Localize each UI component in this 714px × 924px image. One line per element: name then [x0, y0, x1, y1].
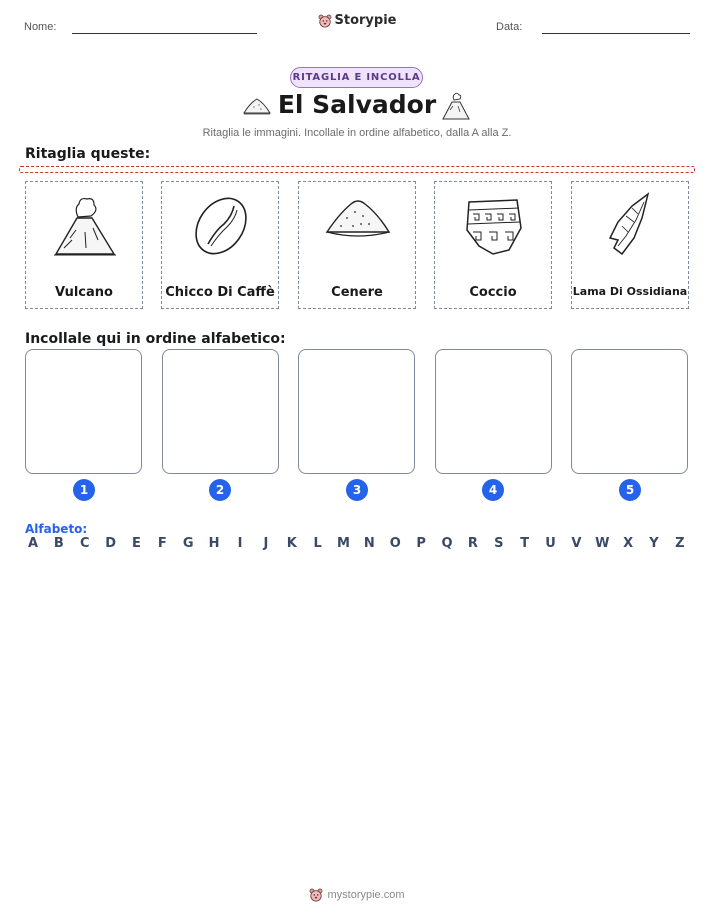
instructions: Ritaglia le immagini. Incollale in ordine alfabetico, dalla A alla Z.: [202, 127, 512, 139]
footer: [0, 888, 714, 905]
alphabet-letter: V: [571, 536, 582, 551]
alphabet-letter: H: [208, 536, 220, 551]
alphabet-letter: N: [363, 536, 375, 551]
alphabet-letter: E: [132, 536, 141, 551]
alphabet-letter: W: [595, 536, 610, 551]
alphabet-letter: G: [182, 536, 194, 551]
card-label: Cenere: [331, 285, 383, 300]
alphabet-letter: S: [494, 536, 504, 551]
obsidian-blade-icon: [596, 188, 666, 262]
page-title: El Salvador: [277, 90, 437, 119]
alphabet-letter: K: [286, 536, 297, 551]
alphabet-letter: C: [79, 536, 90, 551]
alphabet-letter: Z: [675, 536, 685, 551]
alphabet-letter: Q: [441, 536, 453, 551]
bear-logo-icon: [318, 14, 332, 28]
card-label: Lama Di Ossidiana: [572, 285, 688, 298]
card-label: Coccio: [469, 285, 517, 300]
alphabet-letter: M: [337, 536, 350, 551]
slot-number: 4: [482, 479, 504, 501]
alphabet-letter: D: [105, 536, 117, 551]
volcano-icon: [440, 90, 472, 122]
card-label: Chicco Di Caffè: [165, 285, 275, 300]
alphabet-letter: F: [157, 536, 167, 551]
paste-heading: Incollale qui in ordine alfabetico:: [25, 331, 286, 347]
slot-number: 1: [73, 479, 95, 501]
brand-name: Storypie: [334, 13, 397, 28]
alphabet-letter: P: [416, 536, 426, 551]
cut-card-coccio[interactable]: [434, 181, 552, 309]
coffee-bean-icon: [186, 188, 256, 262]
alphabet-letter: A: [27, 536, 39, 551]
slot-number: 3: [346, 479, 368, 501]
alphabet-letter: I: [237, 536, 243, 551]
alphabet-letter: T: [520, 536, 530, 551]
alphabet-letter: L: [313, 536, 322, 551]
alphabet-letter: J: [263, 536, 269, 551]
activity-badge: RITAGLIA E INCOLLA: [290, 67, 423, 88]
ash-pile-icon: [323, 188, 393, 262]
footer-url[interactable]: mystorypie.com: [327, 889, 405, 901]
alphabet-letter: Y: [649, 536, 659, 551]
paste-slot-5[interactable]: [571, 349, 688, 474]
alphabet-row: [25, 536, 688, 551]
cut-card-cenere[interactable]: [298, 181, 416, 309]
paste-slot-2[interactable]: [162, 349, 279, 474]
pottery-shard-icon: [459, 188, 529, 262]
paste-slot-4[interactable]: [435, 349, 552, 474]
alphabet-letter: B: [53, 536, 64, 551]
cut-card-chicco-di-caffe[interactable]: [161, 181, 279, 309]
slot-number: 2: [209, 479, 231, 501]
alphabet-heading: Alfabeto:: [25, 522, 88, 536]
brand-logo: [0, 13, 714, 32]
date-label: Data:: [496, 21, 523, 33]
card-label: Vulcano: [55, 285, 113, 300]
name-label: Nome:: [24, 21, 57, 33]
cut-card-lama-di-ossidiana[interactable]: [571, 181, 689, 309]
volcano-icon: [50, 188, 120, 262]
name-line[interactable]: [72, 33, 257, 34]
paste-slot-1[interactable]: [25, 349, 142, 474]
cut-card-vulcano[interactable]: [25, 181, 143, 309]
bear-logo-icon: [309, 888, 323, 902]
alphabet-letter: O: [389, 536, 401, 551]
slot-number: 5: [619, 479, 641, 501]
paste-slot-3[interactable]: [298, 349, 415, 474]
alphabet-letter: U: [545, 536, 556, 551]
alphabet-letter: R: [467, 536, 478, 551]
alphabet-letter: X: [623, 536, 634, 551]
cut-line: [19, 166, 695, 173]
cut-heading: Ritaglia queste:: [25, 146, 151, 162]
date-line[interactable]: [542, 33, 690, 34]
